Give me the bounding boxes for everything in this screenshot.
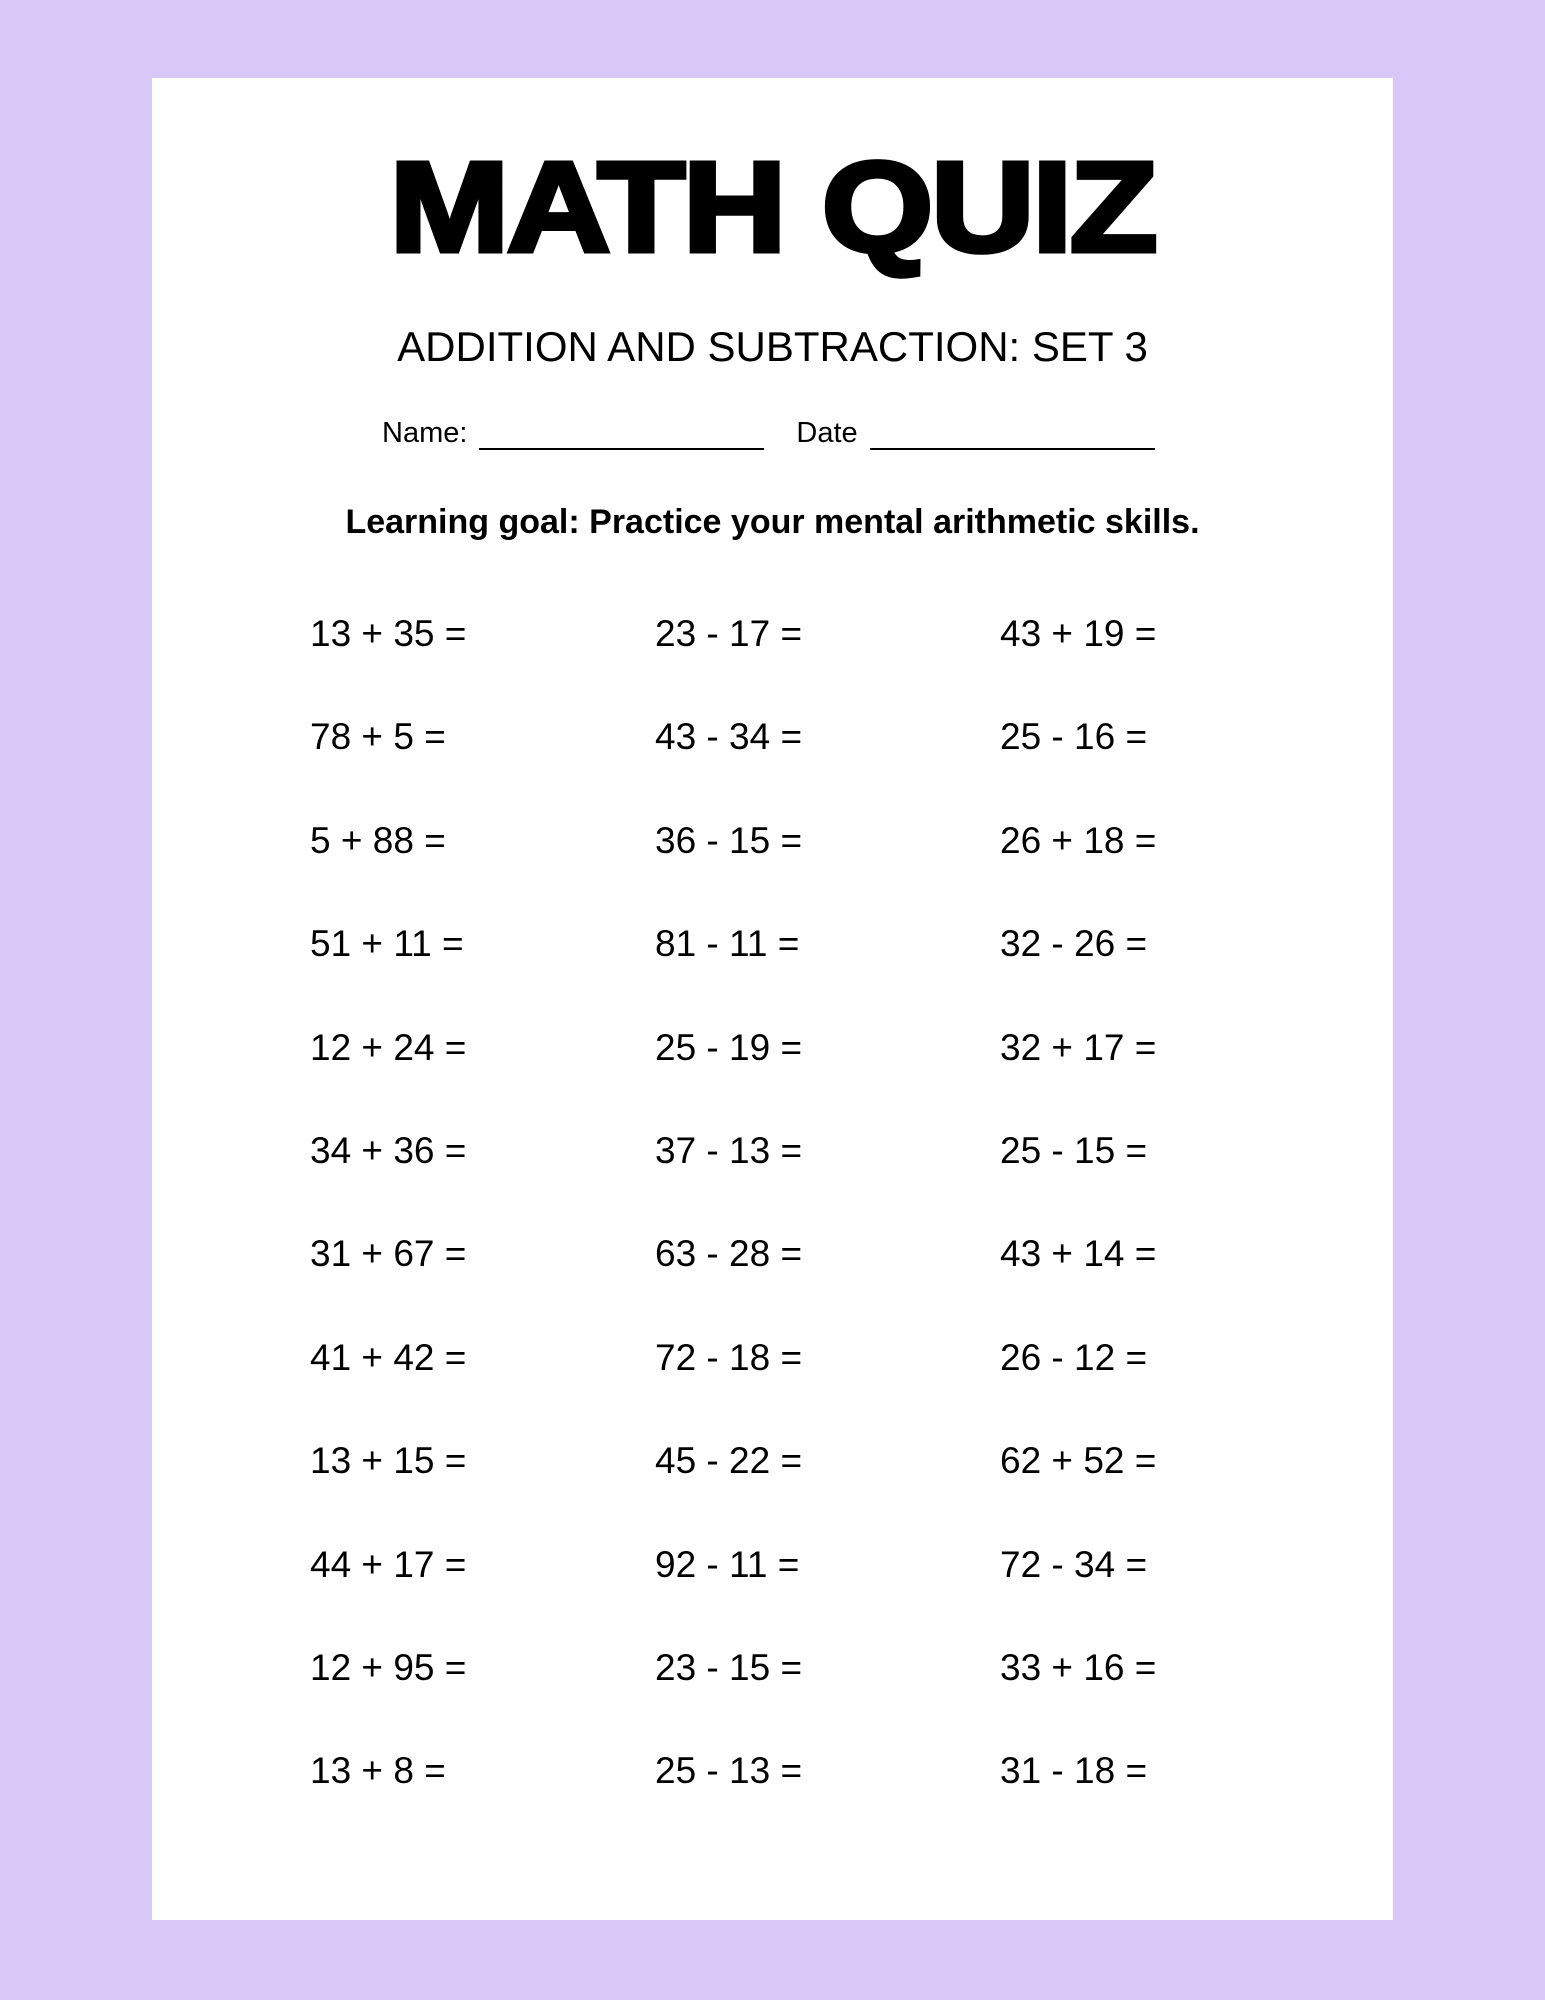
problem: 37 - 13 =	[655, 1129, 803, 1171]
subtitle: ADDITION AND SUBTRACTION: SET 3	[397, 323, 1148, 370]
problem: 63 - 28 =	[655, 1233, 803, 1275]
problem: 62 + 52 =	[1000, 1440, 1157, 1482]
problem: 36 - 15 =	[655, 819, 803, 861]
problem: 43 + 19 =	[1000, 613, 1157, 654]
problem-row	[310, 816, 1345, 919]
problem: 13 + 35 =	[310, 613, 467, 654]
problem: 92 - 11 =	[655, 1543, 800, 1585]
problem: 72 - 34 =	[1000, 1543, 1148, 1585]
problem: 43 - 34 =	[655, 716, 803, 758]
problem-row	[310, 609, 1345, 712]
problem: 78 + 5 =	[310, 716, 446, 758]
problem: 26 - 12 =	[1000, 1336, 1148, 1378]
problem: 34 + 36 =	[310, 1129, 467, 1171]
problem: 5 + 88 =	[310, 819, 446, 861]
student-fields	[382, 416, 1187, 450]
problem: 33 + 16 =	[1000, 1646, 1157, 1688]
problem: 45 - 22 =	[655, 1440, 803, 1482]
problem-grid	[310, 609, 1345, 1850]
problem: 12 + 24 =	[310, 1026, 467, 1068]
learning-goal: Learning goal: Practice your mental arithmetic skills.	[345, 503, 1200, 541]
problem: 31 + 67 =	[310, 1233, 467, 1275]
problem-row	[310, 712, 1345, 815]
problem: 25 - 15 =	[1000, 1129, 1148, 1171]
name-label: Name:	[382, 417, 468, 449]
problem: 23 - 15 =	[655, 1646, 803, 1688]
problem: 25 - 13 =	[655, 1750, 803, 1792]
problem: 43 + 14 =	[1000, 1233, 1157, 1275]
problem: 72 - 18 =	[655, 1336, 803, 1378]
problem: 31 - 18 =	[1000, 1750, 1148, 1792]
problem-row	[310, 1126, 1345, 1229]
problem-row	[310, 1746, 1345, 1849]
problem-row	[310, 1229, 1345, 1332]
problem: 26 + 18 =	[1000, 819, 1157, 861]
date-blank-line[interactable]	[870, 418, 1155, 450]
problem: 13 + 8 =	[310, 1750, 446, 1792]
problem-row	[310, 919, 1345, 1022]
problem: 12 + 95 =	[310, 1646, 467, 1688]
name-blank-line[interactable]	[479, 418, 764, 450]
problem: 32 + 17 =	[1000, 1026, 1157, 1068]
problem: 13 + 15 =	[310, 1440, 467, 1482]
worksheet-page	[152, 78, 1393, 1920]
problem-row	[310, 1023, 1345, 1126]
problem: 25 - 19 =	[655, 1026, 803, 1068]
date-label: Date	[796, 417, 858, 449]
problem-row	[310, 1643, 1345, 1746]
problem: 41 + 42 =	[310, 1336, 467, 1378]
problem: 25 - 16 =	[1000, 716, 1148, 758]
problem: 23 - 17 =	[655, 613, 803, 654]
problem: 32 - 26 =	[1000, 923, 1148, 965]
problem-row	[310, 1540, 1345, 1643]
page-title: MATH QUIZ	[389, 136, 1156, 279]
problem: 44 + 17 =	[310, 1543, 467, 1585]
problem-row	[310, 1436, 1345, 1539]
problem-row	[310, 1333, 1345, 1436]
problem: 81 - 11 =	[655, 923, 800, 965]
problem: 51 + 11 =	[310, 923, 464, 965]
